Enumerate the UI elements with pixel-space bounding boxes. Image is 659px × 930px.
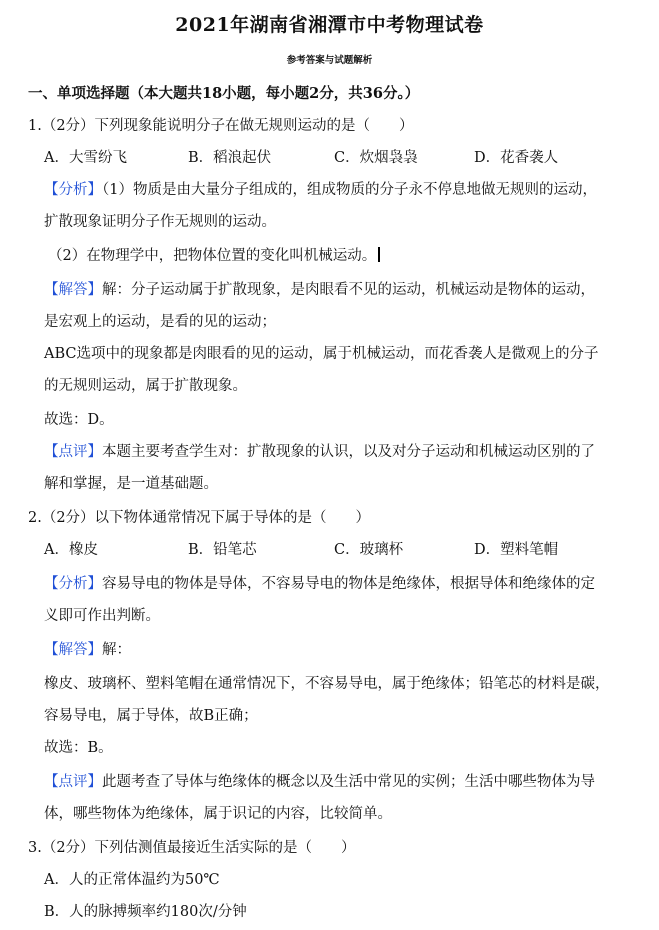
- q3-option-a: A．人的正常体温约为50℃: [44, 872, 220, 888]
- analysis-tag: 【分析】: [44, 576, 102, 592]
- q2-option-a: A．橡皮: [44, 542, 98, 558]
- q2-answer-line-1: 橡皮、玻璃杯、塑料笔帽在通常情况下，不容易导电，属于绝缘体；铅笔芯的材料是碳，: [44, 676, 610, 692]
- q1-review-text-1: 本题主要考查学生对：扩散现象的认识，以及对分子运动和机械运动区别的了: [102, 444, 595, 460]
- q2-review-line-2: 体，哪些物体为绝缘体，属于识记的内容，比较简单。: [44, 806, 392, 822]
- q1-review-line-1: [44, 442, 595, 462]
- q2-option-b: B．铅笔芯: [188, 542, 257, 558]
- q2-review-text-1: 此题考查了导体与绝缘体的概念以及生活中常见的实例；生活中哪些物体为导: [102, 774, 595, 790]
- q2-review-line-1: [44, 772, 595, 792]
- analysis-tag: 【分析】: [44, 182, 102, 198]
- q1-answer-line-4: 的无规则运动，属于扩散现象。: [44, 378, 247, 394]
- q1-analysis-text-1: （1）物质是由大量分子组成的，组成物质的分子永不停息地做无规则的运动，: [102, 182, 597, 198]
- page-title: 2021年湖南省湘潭市中考物理试卷: [175, 14, 484, 36]
- q1-answer-text-1: 解：分子运动属于扩散现象，是肉眼看不见的运动，机械运动是物体的运动，: [102, 282, 595, 298]
- q2-answer-line-2: 容易导电，属于导体，故B正确；: [44, 708, 258, 724]
- q1-option-c: C．炊烟袅袅: [334, 150, 418, 166]
- q1-option-a: A．大雪纷飞: [44, 150, 127, 166]
- q1-analysis-line-1: [44, 180, 597, 200]
- text-cursor: [378, 247, 380, 262]
- q2-answer-text-0: 解：: [102, 642, 131, 658]
- q1-choice: 故选：D。: [44, 412, 114, 428]
- page-subtitle: 参考答案与试题解析: [286, 55, 373, 66]
- q1-review-line-2: 解和掌握，是一道基础题。: [44, 476, 218, 492]
- q2-analysis-text-1: 容易导电的物体是导体，不容易导电的物体是绝缘体，根据导体和绝缘体的定: [102, 576, 595, 592]
- q2-analysis-line-1: [44, 574, 595, 594]
- q1-option-d: D．花香袭人: [474, 150, 559, 166]
- q1-analysis-text-3: （2）在物理学中，把物体位置的变化叫机械运动。: [48, 248, 377, 264]
- section-heading: 一、单项选择题（本大题共18小题，每小题2分，共36分。）: [28, 85, 420, 102]
- q2-option-d: D．塑料笔帽: [474, 542, 559, 558]
- q1-answer-line-2: 是宏观上的运动，是看的见的运动；: [44, 314, 276, 330]
- answer-tag: 【解答】: [44, 282, 102, 298]
- q2-option-c: C．玻璃杯: [334, 542, 404, 558]
- answer-tag: 【解答】: [44, 642, 102, 658]
- q3-stem: 3.（2分）下列估测值最接近生活实际的是（ ）: [28, 840, 356, 856]
- q1-answer-line-3: ABC选项中的现象都是肉眼看的见的运动，属于机械运动，而花香袭人是微观上的分子: [44, 346, 599, 362]
- review-tag: 【点评】: [44, 774, 102, 790]
- q1-analysis-line-3: [48, 246, 380, 266]
- q1-stem: 1.（2分）下列现象能说明分子在做无规则运动的是（ ）: [28, 118, 414, 134]
- q2-choice: 故选：B。: [44, 740, 113, 756]
- q2-answer-line-0: [44, 640, 131, 660]
- q1-option-b: B．稻浪起伏: [188, 150, 272, 166]
- q1-analysis-line-2: 扩散现象证明分子作无规则的运动。: [44, 214, 276, 230]
- q2-analysis-line-2: 义即可作出判断。: [44, 608, 160, 624]
- q3-option-b: B．人的脉搏频率约180次/分钟: [44, 904, 247, 920]
- q2-stem: 2.（2分）以下物体通常情况下属于导体的是（ ）: [28, 510, 371, 526]
- q1-answer-line-1: [44, 280, 595, 300]
- review-tag: 【点评】: [44, 444, 102, 460]
